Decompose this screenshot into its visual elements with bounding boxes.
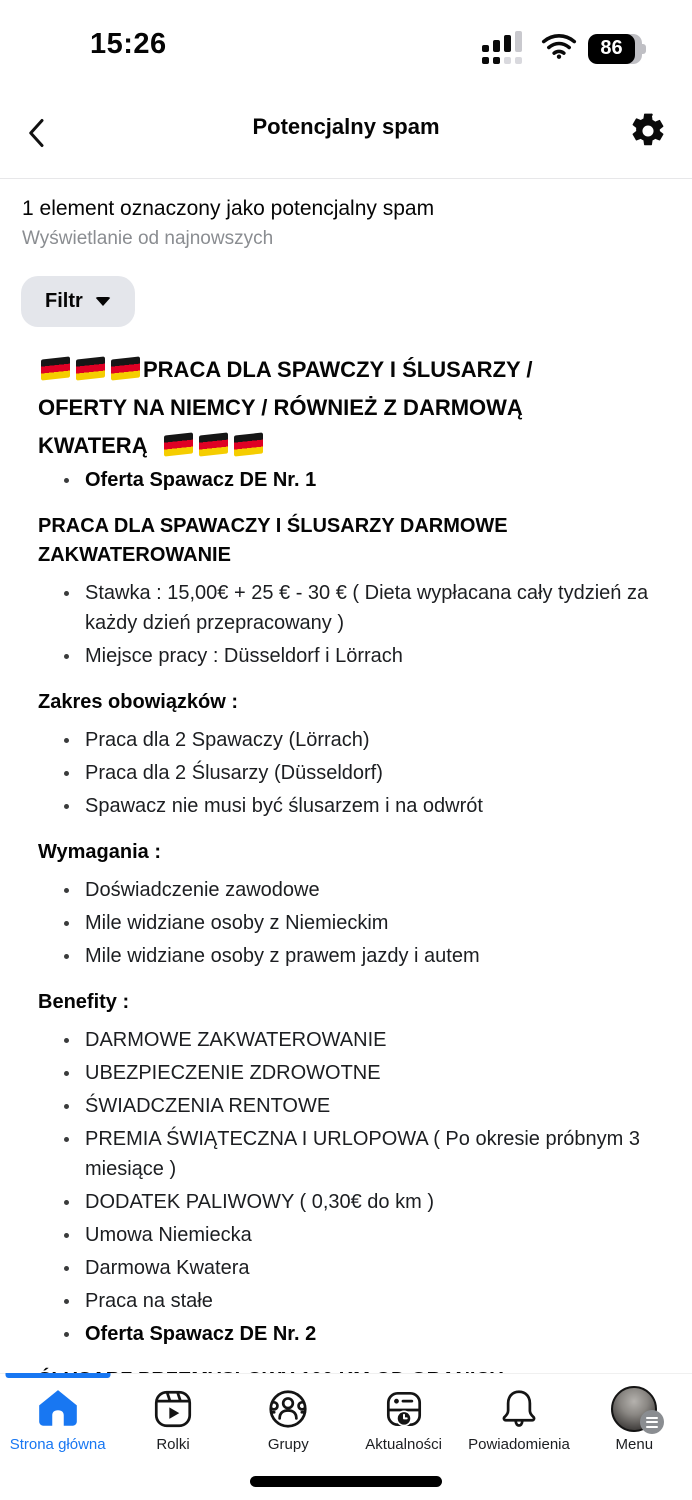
active-tab-indicator: [5, 1373, 110, 1378]
bullet-item: [38, 908, 654, 938]
tab-label: Menu: [615, 1436, 654, 1453]
status-icons: [482, 32, 646, 65]
bullet-dot: [64, 1038, 69, 1043]
filter-button[interactable]: [21, 276, 135, 327]
section-heading: Benefity :: [38, 991, 130, 1013]
home-icon: [35, 1385, 81, 1433]
bullet-list: [38, 725, 654, 821]
wifi-icon: [541, 32, 577, 65]
gear-icon: [629, 138, 667, 153]
settings-button[interactable]: [626, 110, 670, 154]
bullet-item: [38, 791, 654, 821]
germany-flag-icon: [199, 432, 228, 456]
bullet-item: [38, 578, 654, 638]
section-heading: PRACA DLA SPAWACZY I ŚLUSARZY DARMOWE ZAKWATEROWANIE: [38, 515, 508, 566]
news-icon: [381, 1385, 427, 1433]
hamburger-badge-icon: [640, 1410, 664, 1434]
bullet-item: [38, 1286, 654, 1316]
bullet-item: [38, 1025, 654, 1055]
bullet-item: [38, 1091, 654, 1121]
bullet-dot: [64, 1104, 69, 1109]
groups-icon: [265, 1385, 311, 1433]
bullet-list: [38, 578, 654, 671]
filter-label: Filtr: [45, 290, 83, 312]
bullet-text: Spawacz nie musi być ślusarzem i na odwrót: [85, 795, 483, 817]
bullet-item: [38, 1319, 654, 1349]
bullet-dot: [64, 888, 69, 893]
bullet-dot: [64, 1071, 69, 1076]
chevron-down-icon: [95, 297, 111, 306]
germany-flag-icon: [76, 356, 105, 380]
tab-reels[interactable]: [115, 1374, 230, 1454]
bullet-text: Mile widziane osoby z prawem jazdy i autem: [85, 945, 480, 967]
bullet-text: Miejsce pracy : Düsseldorf i Lörrach: [85, 645, 403, 667]
bullet-dot: [64, 478, 69, 483]
germany-flag-icon: [234, 432, 263, 456]
status-bar: [0, 0, 692, 88]
cellular-signal-icon: [482, 34, 530, 64]
tab-menu[interactable]: [577, 1374, 692, 1454]
bullet-list: [38, 875, 654, 971]
bullet-text: ŚWIADCZENIA RENTOWE: [85, 1095, 331, 1117]
bullet-item: [38, 465, 654, 495]
bullet-dot: [64, 1200, 69, 1205]
bullet-dot: [64, 1332, 69, 1337]
avatar-menu-icon: [611, 1386, 657, 1432]
bullet-dot: [64, 1299, 69, 1304]
post-body: [38, 465, 654, 1433]
bullet-text: Praca dla 2 Spawaczy (Lörrach): [85, 729, 370, 751]
bullet-dot: [64, 921, 69, 926]
bullet-dot: [64, 804, 69, 809]
bullet-text: DARMOWE ZAKWATEROWANIE: [85, 1029, 387, 1051]
clock: 15:26: [90, 28, 167, 60]
tab-label: Strona główna: [9, 1436, 106, 1453]
bullet-dot: [64, 771, 69, 776]
bullet-text: Mile widziane osoby z Niemieckim: [85, 912, 389, 934]
bullet-text: Praca dla 2 Ślusarzy (Düsseldorf): [85, 762, 383, 784]
tab-notifications[interactable]: [461, 1374, 576, 1454]
post-title-line: PRACA DLA SPAWCZY I ŚLUSARZY /: [143, 357, 533, 382]
bullet-text: Doświadczenie zawodowe: [85, 879, 320, 901]
spam-count-text: 1 element oznaczony jako potencjalny spam: [22, 197, 435, 220]
battery-percent: 86: [588, 34, 635, 64]
post-title-line: OFERTY NA NIEMCY / RÓWNIEŻ Z DARMOWĄ: [38, 395, 523, 420]
bullet-item: [38, 1253, 654, 1283]
bullet-dot: [64, 1233, 69, 1238]
bullet-text: Oferta Spawacz DE Nr. 1: [85, 469, 317, 491]
tab-news[interactable]: [346, 1374, 461, 1454]
spam-summary: [0, 179, 692, 250]
germany-flag-icon: [41, 356, 70, 380]
bullet-text: Umowa Niemiecka: [85, 1224, 252, 1246]
battery-icon: [588, 34, 646, 64]
bullet-text: DODATEK PALIWOWY ( 0,30€ do km ): [85, 1191, 434, 1213]
bullet-item: [38, 1058, 654, 1088]
bullet-dot: [64, 591, 69, 596]
bullet-text: Darmowa Kwatera: [85, 1257, 250, 1279]
bullet-dot: [64, 1137, 69, 1142]
bullet-item: [38, 1124, 654, 1184]
reels-icon: [150, 1385, 196, 1433]
bullet-text: PREMIA ŚWIĄTECZNA I URLOPOWA ( Po okresie próbnym 3 miesiące ): [85, 1128, 640, 1180]
tab-home[interactable]: [0, 1374, 115, 1454]
bullet-item: [38, 1187, 654, 1217]
tab-groups[interactable]: [231, 1374, 346, 1454]
bullet-dot: [64, 738, 69, 743]
bullet-text: Oferta Spawacz DE Nr. 2: [85, 1323, 317, 1345]
post-title-line: KWATERĄ: [38, 433, 148, 458]
tab-label: Rolki: [156, 1436, 190, 1453]
bullet-list: [38, 465, 654, 495]
spam-post[interactable]: [0, 327, 692, 1433]
bullet-item: [38, 1220, 654, 1250]
bullet-item: [38, 758, 654, 788]
bullet-text: Praca na stałe: [85, 1290, 213, 1312]
bullet-text: Stawka : 15,00€ + 25 € - 30 € ( Dieta wypłacana cały tydzień za każdy dzień przepracowany ): [85, 582, 649, 634]
bell-icon: [496, 1385, 542, 1433]
sort-order-text: Wyświetlanie od najnowszych: [22, 228, 274, 249]
germany-flag-icon: [111, 356, 140, 380]
section-heading: Zakres obowiązków :: [38, 691, 239, 713]
bullet-dot: [64, 654, 69, 659]
home-indicator[interactable]: [250, 1476, 442, 1487]
header: [0, 88, 692, 179]
page-title: Potencjalny spam: [252, 114, 440, 139]
tab-label: Grupy: [267, 1436, 309, 1453]
bullet-item: [38, 941, 654, 971]
bullet-text: UBEZPIECZENIE ZDROWOTNE: [85, 1062, 381, 1084]
tab-label: Powiadomienia: [468, 1436, 570, 1453]
bullet-item: [38, 875, 654, 905]
bullet-dot: [64, 1266, 69, 1271]
bullet-dot: [64, 954, 69, 959]
bullet-item: [38, 641, 654, 671]
bullet-list: [38, 1025, 654, 1349]
tab-label: Aktualności: [365, 1436, 442, 1453]
bullet-item: [38, 725, 654, 755]
post-title: [38, 351, 654, 465]
section-heading: Wymagania :: [38, 841, 161, 863]
bottom-tab-bar: [0, 1373, 692, 1500]
germany-flag-icon: [164, 432, 193, 456]
